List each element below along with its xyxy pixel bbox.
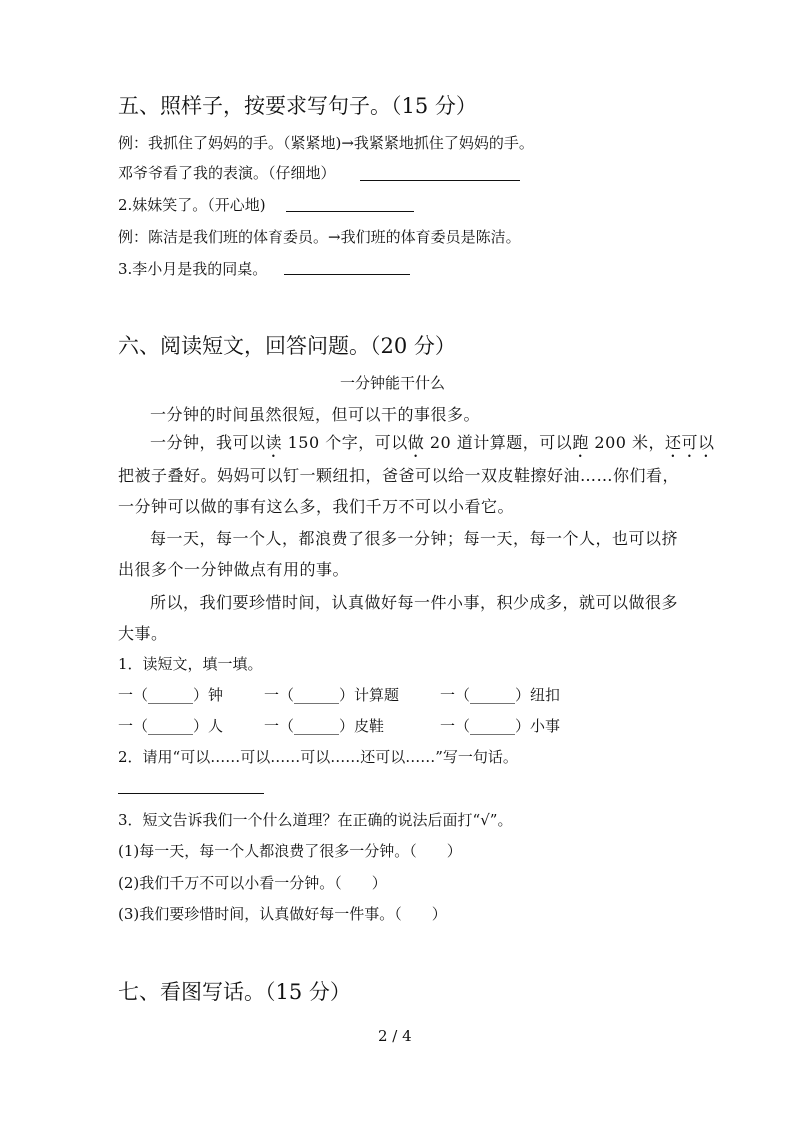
option-1[interactable]: (1)每一天，每一个人都浪费了很多一分钟。（ ） [118,842,462,860]
question-1: 邓爷爷看了我的表演。（仔细地） [118,164,336,182]
passage-paragraph-4-line-2: 大事。 [118,624,168,643]
fill-item[interactable]: 一（______）人 [118,717,224,735]
fill-item[interactable]: 一（______）小事 [440,717,561,735]
emphasis-verb: 读 [265,433,283,452]
passage-paragraph-2-line-2: 把被子叠好。妈妈可以钉一颗纽扣，爸爸可以给一双皮鞋擦好油……你们看， [118,466,680,485]
fill-item[interactable]: 一（______）纽扣 [440,686,561,704]
passage-paragraph-3-line-1: 每一天，每一个人，都浪费了很多一分钟；每一天，每一个人，也可以挤 [150,529,679,548]
passage-paragraph-4-line-1: 所以，我们要珍惜时间，认真做好每一件小事，积少成多，就可以做很多 [150,593,679,612]
example-2: 例：陈洁是我们班的体育委员。→我们班的体育委员是陈洁。 [118,228,521,246]
sub-question-1: 1．读短文，填一填。 [118,655,263,673]
passage-paragraph-2-line-1: 一分钟，我可以读 150 个字，可以做 20 道计算题，可以跑 200 米，还可以 [150,433,715,452]
sub-question-2: 2．请用“可以……可以……可以……还可以……”写一句话。 [118,748,518,766]
answer-line-3[interactable] [284,274,410,275]
emphasis-verb: 跑 [572,433,589,452]
answer-line-sentence[interactable] [118,793,264,794]
section-6-heading: 六、阅读短文，回答问题。（20 分） [118,334,456,358]
question-2: 2.妹妹笑了。（开心地) [118,196,266,214]
option-3[interactable]: (3)我们要珍惜时间，认真做好每一件事。（ ） [118,905,447,923]
fill-item[interactable]: 一（______）钟 [118,686,224,704]
question-3: 3.李小月是我的同桌。 [118,260,268,278]
emphasis-phrase: 还可以 [665,433,715,452]
answer-line-2[interactable] [286,211,414,212]
sub-question-3: 3．短文告诉我们一个什么道理？在正确的说法后面打“√”。 [118,811,513,829]
page-number: 2 / 4 [378,1027,412,1045]
emphasis-verb: 做 [407,433,425,452]
option-2[interactable]: (2)我们千万不可以小看一分钟。（ ） [118,874,387,892]
passage-paragraph-2-line-3: 一分钟可以做的事有这么多，我们千万不可以小看它。 [118,497,515,516]
passage-title: 一分钟能干什么 [340,374,446,392]
example-1: 例：我抓住了妈妈的手。（紧紧地)→我紧紧地抓住了妈妈的手。 [118,134,534,152]
answer-line-1[interactable] [360,180,520,181]
section-5-heading: 五、照样子，按要求写句子。（15 分） [118,94,477,118]
fill-item[interactable]: 一（______）计算题 [264,686,400,704]
passage-paragraph-3-line-2: 出很多个一分钟做点有用的事。 [118,560,350,579]
fill-item[interactable]: 一（______）皮鞋 [264,717,385,735]
section-7-heading: 七、看图写话。（15 分） [118,980,351,1004]
passage-paragraph-1: 一分钟的时间虽然很短，但可以干的事很多。 [150,405,481,424]
